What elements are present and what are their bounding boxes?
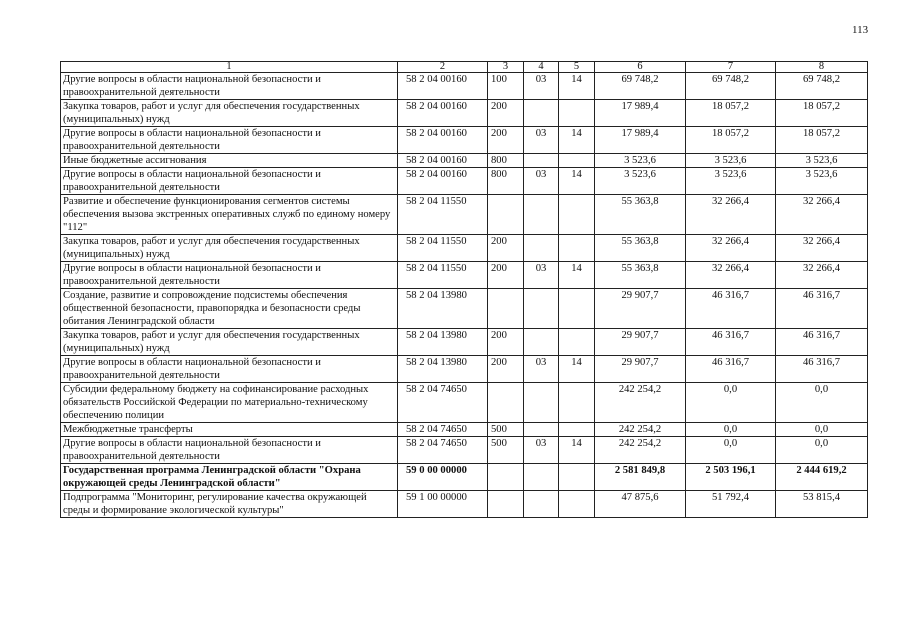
- expense-type-cell: 200: [488, 329, 524, 356]
- table-row: [61, 195, 868, 235]
- amount-year1-cell: 55 363,8: [595, 195, 686, 235]
- amount-year3-cell: 18 057,2: [776, 127, 868, 154]
- subsection-cell: [559, 491, 595, 518]
- amount-year1-cell: 3 523,6: [595, 154, 686, 168]
- amount-year1-cell: 55 363,8: [595, 262, 686, 289]
- section-cell: [524, 329, 559, 356]
- amount-year1-cell: 17 989,4: [595, 127, 686, 154]
- header-cell: 4: [524, 62, 559, 73]
- row-name-cell: Другие вопросы в области национальной безопасности и правоохранительной деятельности: [61, 356, 398, 383]
- target-article-code-cell: 58 2 04 74650: [398, 383, 488, 423]
- amount-year3-cell: 32 266,4: [776, 235, 868, 262]
- subsection-cell: [559, 383, 595, 423]
- expense-type-cell: 200: [488, 100, 524, 127]
- subsection-cell: [559, 100, 595, 127]
- amount-year1-cell: 55 363,8: [595, 235, 686, 262]
- header-cell: 7: [686, 62, 776, 73]
- amount-year1-cell: 69 748,2: [595, 73, 686, 100]
- target-article-code-cell: 58 2 04 00160: [398, 154, 488, 168]
- target-article-code-cell: 58 2 04 00160: [398, 100, 488, 127]
- expense-type-cell: 200: [488, 356, 524, 383]
- amount-year1-cell: 17 989,4: [595, 100, 686, 127]
- expense-type-cell: 100: [488, 73, 524, 100]
- amount-year1-cell: 3 523,6: [595, 168, 686, 195]
- subsection-cell: 14: [559, 168, 595, 195]
- section-cell: 03: [524, 437, 559, 464]
- row-name-cell: Субсидии федеральному бюджету на софинансирование расходных обязательств Российской Федерации по материально-техническому обеспечению полиции: [61, 383, 398, 423]
- table-row: [61, 437, 868, 464]
- target-article-code-cell: 59 0 00 00000: [398, 464, 488, 491]
- amount-year3-cell: 0,0: [776, 437, 868, 464]
- table-row: [61, 127, 868, 154]
- target-article-code-cell: 58 2 04 11550: [398, 195, 488, 235]
- amount-year1-cell: 29 907,7: [595, 289, 686, 329]
- subsection-cell: [559, 329, 595, 356]
- expense-type-cell: 800: [488, 168, 524, 195]
- amount-year2-cell: 32 266,4: [686, 195, 776, 235]
- table-row: [61, 289, 868, 329]
- amount-year3-cell: 3 523,6: [776, 154, 868, 168]
- amount-year2-cell: 3 523,6: [686, 168, 776, 195]
- header-cell: 6: [595, 62, 686, 73]
- budget-table: [60, 61, 868, 518]
- amount-year1-cell: 29 907,7: [595, 356, 686, 383]
- table-row: [61, 73, 868, 100]
- row-name-cell: Закупка товаров, работ и услуг для обеспечения государственных (муниципальных) нужд: [61, 329, 398, 356]
- amount-year3-cell: 0,0: [776, 423, 868, 437]
- row-name-cell: Другие вопросы в области национальной безопасности и правоохранительной деятельности: [61, 168, 398, 195]
- section-cell: [524, 423, 559, 437]
- table-row: [61, 262, 868, 289]
- amount-year2-cell: 2 503 196,1: [686, 464, 776, 491]
- page-number: 113: [852, 24, 869, 36]
- amount-year3-cell: 0,0: [776, 383, 868, 423]
- row-name-cell: Создание, развитие и сопровождение подсистемы обеспечения общественной безопасности, правопорядка и безопасности среды обитания Ленинградской области: [61, 289, 398, 329]
- header-cell: 2: [398, 62, 488, 73]
- target-article-code-cell: 58 2 04 74650: [398, 423, 488, 437]
- section-cell: [524, 289, 559, 329]
- amount-year3-cell: 46 316,7: [776, 289, 868, 329]
- amount-year1-cell: 2 581 849,8: [595, 464, 686, 491]
- row-name-cell: Другие вопросы в области национальной безопасности и правоохранительной деятельности: [61, 127, 398, 154]
- expense-type-cell: [488, 383, 524, 423]
- subsection-cell: [559, 235, 595, 262]
- table-row: [61, 154, 868, 168]
- amount-year2-cell: 0,0: [686, 383, 776, 423]
- subsection-cell: 14: [559, 437, 595, 464]
- row-name-cell: Иные бюджетные ассигнования: [61, 154, 398, 168]
- target-article-code-cell: 58 2 04 00160: [398, 168, 488, 195]
- target-article-code-cell: 58 2 04 00160: [398, 73, 488, 100]
- amount-year3-cell: 53 815,4: [776, 491, 868, 518]
- amount-year2-cell: 32 266,4: [686, 262, 776, 289]
- table-row: [61, 168, 868, 195]
- expense-type-cell: [488, 195, 524, 235]
- row-name-cell: Развитие и обеспечение функционирования сегментов системы обеспечения вызова экстренных оперативных служб по единому номеру "112": [61, 195, 398, 235]
- target-article-code-cell: 58 2 04 11550: [398, 235, 488, 262]
- section-cell: [524, 383, 559, 423]
- expense-type-cell: [488, 289, 524, 329]
- expense-type-cell: 200: [488, 235, 524, 262]
- section-cell: [524, 235, 559, 262]
- row-name-cell: Подпрограмма "Мониторинг, регулирование качества окружающей среды и формирование экологической культуры": [61, 491, 398, 518]
- target-article-code-cell: 59 1 00 00000: [398, 491, 488, 518]
- subsection-cell: 14: [559, 73, 595, 100]
- row-name-cell: Закупка товаров, работ и услуг для обеспечения государственных (муниципальных) нужд: [61, 235, 398, 262]
- amount-year2-cell: 18 057,2: [686, 127, 776, 154]
- section-cell: 03: [524, 73, 559, 100]
- amount-year2-cell: 46 316,7: [686, 289, 776, 329]
- table-row: [61, 383, 868, 423]
- header-cell: 3: [488, 62, 524, 73]
- amount-year2-cell: 3 523,6: [686, 154, 776, 168]
- header-cell: 1: [61, 62, 398, 73]
- amount-year2-cell: 32 266,4: [686, 235, 776, 262]
- row-name-cell: Другие вопросы в области национальной безопасности и правоохранительной деятельности: [61, 73, 398, 100]
- target-article-code-cell: 58 2 04 11550: [398, 262, 488, 289]
- table-row: [61, 464, 868, 491]
- amount-year1-cell: 47 875,6: [595, 491, 686, 518]
- amount-year3-cell: 32 266,4: [776, 195, 868, 235]
- amount-year1-cell: 242 254,2: [595, 423, 686, 437]
- section-cell: 03: [524, 127, 559, 154]
- target-article-code-cell: 58 2 04 13980: [398, 329, 488, 356]
- amount-year2-cell: 0,0: [686, 423, 776, 437]
- section-cell: [524, 195, 559, 235]
- table-row: [61, 423, 868, 437]
- amount-year3-cell: 32 266,4: [776, 262, 868, 289]
- amount-year2-cell: 69 748,2: [686, 73, 776, 100]
- target-article-code-cell: 58 2 04 00160: [398, 127, 488, 154]
- section-cell: 03: [524, 262, 559, 289]
- section-cell: 03: [524, 168, 559, 195]
- amount-year2-cell: 51 792,4: [686, 491, 776, 518]
- subsection-cell: [559, 289, 595, 329]
- row-name-cell: Другие вопросы в области национальной безопасности и правоохранительной деятельности: [61, 262, 398, 289]
- amount-year2-cell: 0,0: [686, 437, 776, 464]
- expense-type-cell: 200: [488, 262, 524, 289]
- subsection-cell: [559, 423, 595, 437]
- subsection-cell: [559, 154, 595, 168]
- amount-year3-cell: 3 523,6: [776, 168, 868, 195]
- section-cell: [524, 491, 559, 518]
- amount-year2-cell: 18 057,2: [686, 100, 776, 127]
- table-row: [61, 329, 868, 356]
- subsection-cell: 14: [559, 127, 595, 154]
- expense-type-cell: [488, 464, 524, 491]
- subsection-cell: [559, 195, 595, 235]
- amount-year3-cell: 2 444 619,2: [776, 464, 868, 491]
- row-name-cell: Межбюджетные трансферты: [61, 423, 398, 437]
- target-article-code-cell: 58 2 04 13980: [398, 289, 488, 329]
- expense-type-cell: 500: [488, 423, 524, 437]
- table-row: [61, 356, 868, 383]
- amount-year3-cell: 69 748,2: [776, 73, 868, 100]
- row-name-cell: Государственная программа Ленинградской области "Охрана окружающей среды Ленинградской области": [61, 464, 398, 491]
- expense-type-cell: 500: [488, 437, 524, 464]
- table-row: [61, 100, 868, 127]
- amount-year2-cell: 46 316,7: [686, 329, 776, 356]
- expense-type-cell: 200: [488, 127, 524, 154]
- expense-type-cell: [488, 491, 524, 518]
- amount-year1-cell: 29 907,7: [595, 329, 686, 356]
- amount-year2-cell: 46 316,7: [686, 356, 776, 383]
- table-header-row: [61, 62, 868, 73]
- header-cell: 5: [559, 62, 595, 73]
- subsection-cell: [559, 464, 595, 491]
- row-name-cell: Другие вопросы в области национальной безопасности и правоохранительной деятельности: [61, 437, 398, 464]
- expense-type-cell: 800: [488, 154, 524, 168]
- subsection-cell: 14: [559, 262, 595, 289]
- target-article-code-cell: 58 2 04 74650: [398, 437, 488, 464]
- section-cell: 03: [524, 356, 559, 383]
- section-cell: [524, 154, 559, 168]
- amount-year3-cell: 18 057,2: [776, 100, 868, 127]
- header-cell: 8: [776, 62, 868, 73]
- amount-year1-cell: 242 254,2: [595, 383, 686, 423]
- table-row: [61, 235, 868, 262]
- section-cell: [524, 464, 559, 491]
- section-cell: [524, 100, 559, 127]
- subsection-cell: 14: [559, 356, 595, 383]
- amount-year3-cell: 46 316,7: [776, 329, 868, 356]
- target-article-code-cell: 58 2 04 13980: [398, 356, 488, 383]
- amount-year3-cell: 46 316,7: [776, 356, 868, 383]
- table-row: [61, 491, 868, 518]
- amount-year1-cell: 242 254,2: [595, 437, 686, 464]
- row-name-cell: Закупка товаров, работ и услуг для обеспечения государственных (муниципальных) нужд: [61, 100, 398, 127]
